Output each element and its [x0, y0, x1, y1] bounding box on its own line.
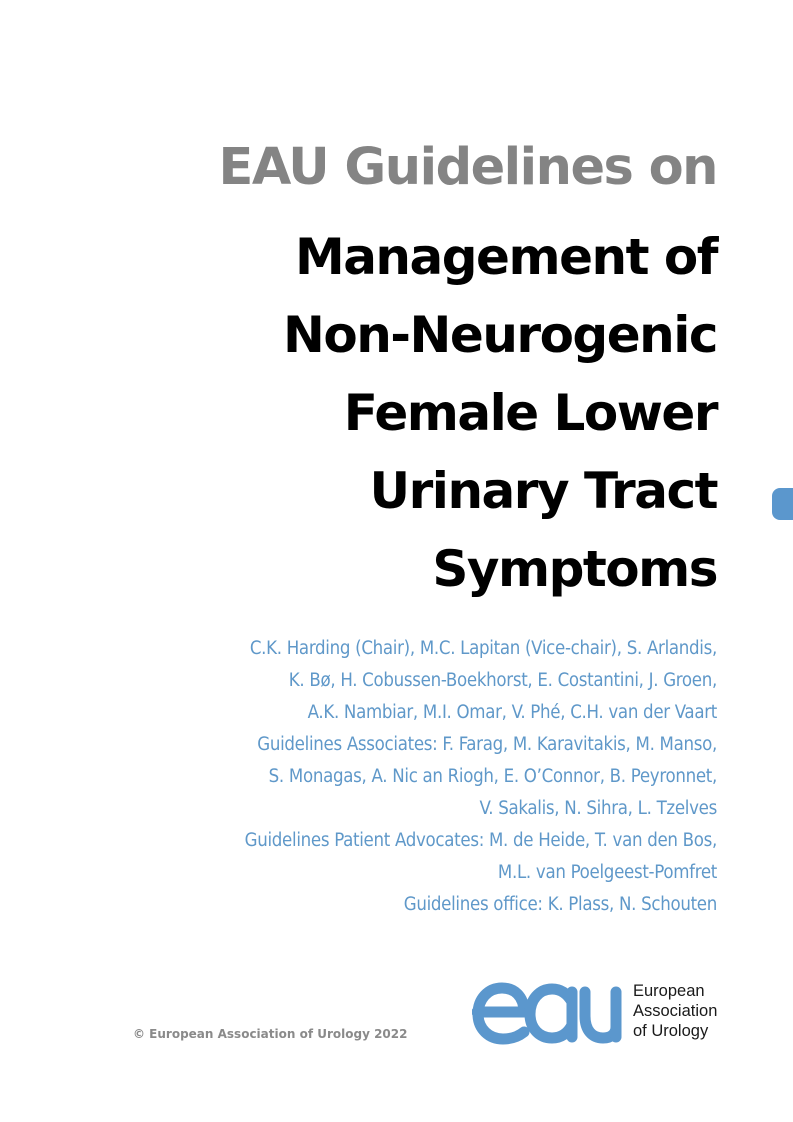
title-line: Non-Neurogenic	[283, 306, 717, 364]
eau-logo-mark	[472, 980, 622, 1050]
logo-text-line: Association	[633, 1002, 718, 1020]
logo-text-line: of Urology	[633, 1022, 709, 1040]
author-line: Guidelines Associates: F. Farag, M. Karavitakis, M. Manso,	[257, 734, 717, 755]
author-line: Guidelines office: K. Plass, N. Schouten	[403, 894, 717, 915]
author-line: M.L. van Poelgeest-Pomfret	[497, 862, 717, 883]
copyright-notice: © European Association of Urology 2022	[133, 1027, 408, 1041]
title-line: Symptoms	[432, 540, 717, 598]
author-line: A.K. Nambiar, M.I. Omar, V. Phé, C.H. van der Vaart	[307, 702, 717, 723]
eau-logo-text	[633, 981, 717, 1041]
guidelines-prefix-title: EAU Guidelines on	[218, 138, 717, 197]
author-line: S. Monagas, A. Nic an Riogh, E. O’Connor, B. Peyronnet,	[268, 766, 717, 787]
author-line: V. Sakalis, N. Sihra, L. Tzelves	[479, 798, 717, 819]
title-line: Female Lower	[343, 384, 717, 442]
author-line: C.K. Harding (Chair), M.C. Lapitan (Vice-chair), S. Arlandis,	[249, 638, 717, 659]
author-line: K. Bø, H. Cobussen-Boekhorst, E. Costantini, J. Groen,	[288, 670, 717, 691]
title-line: Management of	[294, 228, 717, 286]
eau-logo	[472, 980, 722, 1050]
title-line: Urinary Tract	[369, 462, 717, 520]
author-line: Guidelines Patient Advocates: M. de Heide, T. van den Bos,	[244, 830, 717, 851]
logo-text-line: European	[633, 982, 705, 1000]
section-side-tab	[772, 488, 793, 520]
author-list	[97, 633, 717, 921]
document-title	[117, 218, 717, 608]
